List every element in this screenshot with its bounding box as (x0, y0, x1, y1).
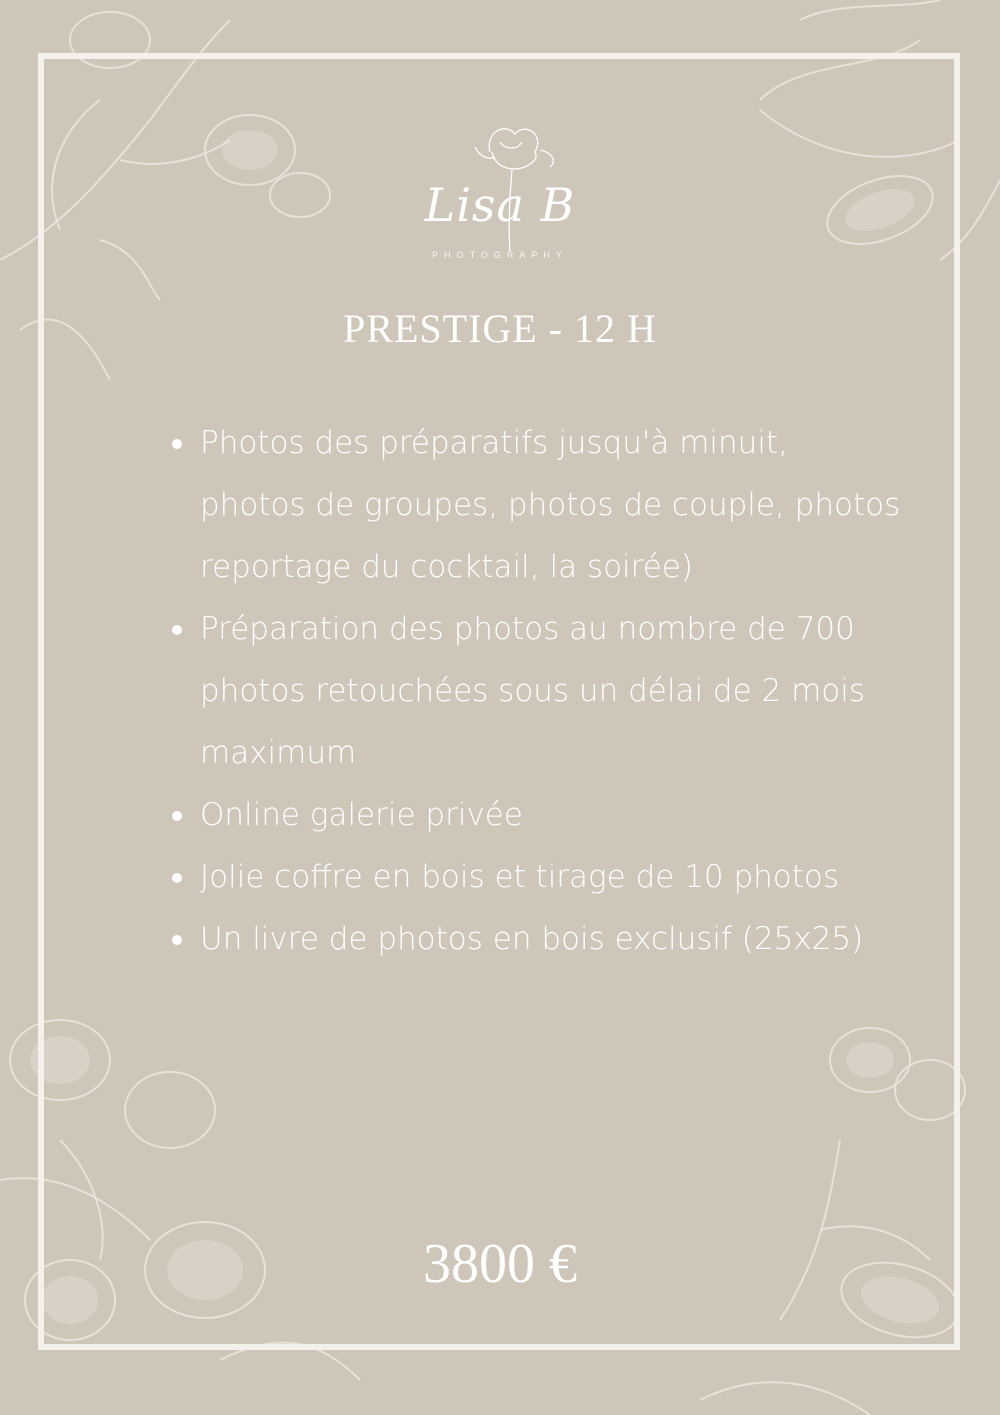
brand-tagline: PHOTOGRAPHY (432, 250, 568, 260)
features-list (172, 412, 902, 970)
bullet-icon (172, 873, 182, 883)
feature-item: Online galerie privée (172, 784, 902, 846)
bullet-icon (172, 625, 182, 635)
bullet-icon (172, 811, 182, 821)
package-title: PRESTIGE - 12 H (343, 306, 657, 351)
brand-name: Lisa B (424, 178, 576, 232)
feature-item: Préparation des photos au nombre de 700 photos retouchées sous un délai de 2 mois maximum (172, 598, 902, 784)
package-price: 3800 € (423, 1233, 577, 1295)
bullet-icon (172, 935, 182, 945)
feature-item: Jolie coffre en bois et tirage de 10 photos (172, 846, 902, 908)
bullet-icon (172, 439, 182, 449)
feature-item: Photos des préparatifs jusqu'à minuit, photos de groupes, photos de couple, photos reportage du cocktail, la soirée) (172, 412, 902, 598)
feature-item: Un livre de photos en bois exclusif (25x25) (172, 908, 902, 970)
